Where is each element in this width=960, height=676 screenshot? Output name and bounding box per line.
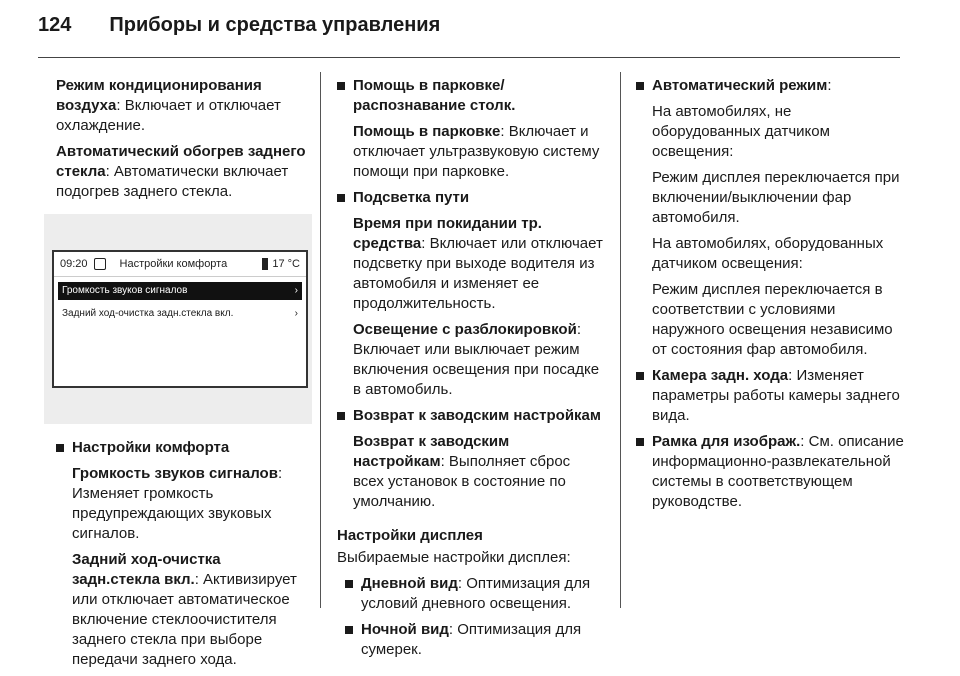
display-settings-title: Настройки дисплея — [337, 527, 483, 544]
header-divider — [38, 57, 900, 58]
image-frame-desc: : См. описание информационно-развлекательной системы в соответствующем руководстве. — [652, 433, 904, 510]
rear-camera-item — [636, 366, 904, 426]
image-frame-item — [636, 432, 904, 512]
back-icon — [94, 258, 106, 270]
column-divider-1 — [320, 72, 321, 608]
parking-term: Помощь в парковке — [353, 123, 501, 140]
auto-mode-term: Автоматический режим — [652, 77, 828, 94]
auto-mode-colon: : — [827, 77, 832, 94]
auto-mode-item — [636, 76, 904, 96]
display-menu-label: Задний ход-очистка задн.стекла вкл. — [62, 308, 234, 319]
day-view-desc: : Оптимизация для условий дневного освещения. — [361, 575, 591, 612]
volume-entry — [56, 464, 306, 544]
factory-reset-heading: Возврат к заводским настройкам — [353, 407, 601, 424]
day-view-item — [345, 574, 605, 614]
rear-heat-desc: : Автоматически включает подогрев заднего стекла. — [56, 163, 289, 200]
night-view-item — [345, 620, 605, 660]
factory-reset-desc: : Выполняет сброс всех установок в состояние по умолчанию. — [353, 453, 571, 510]
rear-camera-desc: : Изменяет параметры работы камеры заднего вида. — [652, 367, 900, 424]
page-title: Приборы и средства управления — [109, 14, 441, 36]
auto-mode-p3: На автомобилях, оборудованных датчиком освещения: — [652, 235, 884, 272]
column-1 — [56, 76, 306, 676]
page-header — [38, 14, 900, 48]
auto-mode-p4: Режим дисплея переключается в соответствии с условиями наружного освещения независимо от состояния фар автомобиля. — [652, 281, 893, 358]
image-frame-term: Рамка для изображ. — [652, 433, 801, 450]
display-settings-intro: Выбираемые настройки дисплея: — [337, 549, 571, 566]
display-status-bar — [54, 252, 306, 277]
display-menu-label: Громкость звуков сигналов — [62, 285, 188, 296]
parking-desc: : Включает и отключает ультразвуковую систему помощи при парковке. — [353, 123, 600, 180]
parking-item — [337, 76, 605, 116]
night-view-desc: : Оптимизация для сумерек. — [361, 621, 582, 658]
comfort-settings-heading: Настройки комфорта — [72, 439, 230, 456]
factory-reset-item — [337, 406, 605, 426]
night-view-term: Ночной вид — [361, 621, 449, 638]
thermometer-icon — [262, 258, 268, 270]
display-menu-item-wiper — [58, 305, 302, 323]
path-light-item — [337, 188, 605, 208]
parking-heading: Помощь в парковке/ распознавание столк. — [353, 77, 516, 114]
auto-mode-p1: На автомобилях, не оборудованных датчиком освещения: — [652, 103, 830, 160]
wiper-entry — [56, 550, 306, 670]
unlock-light-term: Освещение с разблокировкой — [353, 321, 577, 338]
column-divider-2 — [620, 72, 621, 608]
volume-term: Громкость звуков сигналов — [72, 465, 278, 482]
rear-camera-term: Камера задн. хода — [652, 367, 789, 384]
chevron-right-icon: › — [294, 308, 298, 319]
wiper-desc: : Активизирует или отключает автоматическое включение стеклоочистителя заднего стекла при выборе передачи заднего хода. — [72, 571, 297, 668]
ac-mode-term: Режим кондиционирования воздуха — [56, 77, 262, 114]
display-title: Настройки комфорта — [119, 258, 228, 270]
unlock-light-entry — [337, 320, 605, 400]
display-time: 09:20 — [60, 258, 88, 270]
path-light-heading: Подсветка пути — [353, 189, 470, 206]
ac-mode-desc: : Включает и отключает охлаждение. — [56, 97, 281, 134]
exit-time-desc: : Включает или отключает подсветку при выходе водителя из автомобиля и изменяет ее продолжительность. — [353, 235, 603, 312]
display-menu-item-volume — [58, 282, 302, 300]
chevron-right-icon: › — [294, 285, 298, 296]
parking-entry — [337, 122, 605, 182]
unlock-light-desc: : Включает или выключает режим включения освещения при посадке в автомобиль. — [353, 321, 600, 398]
exit-time-term: Время при покидании тр. средства — [353, 215, 542, 252]
page-number: 124 — [38, 14, 72, 36]
factory-reset-term: Возврат к заводским настройкам — [353, 433, 510, 470]
rear-heat-term: Автоматический обогрев заднего стекла — [56, 143, 306, 180]
exit-time-entry — [337, 214, 605, 314]
column-3 — [636, 76, 904, 518]
volume-desc: : Изменяет громкость предупреждающих звуковых сигналов. — [72, 465, 283, 542]
auto-mode-p2: Режим дисплея переключается при включении/выключении фар автомобиля. — [652, 169, 900, 226]
ac-mode-entry — [56, 76, 306, 136]
wiper-term: Задний ход-очистка задн.стекла вкл. — [72, 551, 221, 588]
display-settings-heading — [337, 526, 605, 546]
display-frame — [52, 250, 308, 388]
display-temperature: 17 °C — [272, 258, 300, 270]
comfort-settings-item — [56, 438, 306, 458]
display-screenshot — [44, 214, 312, 424]
day-view-term: Дневной вид — [361, 575, 458, 592]
factory-reset-entry — [337, 432, 605, 512]
column-2 — [337, 76, 605, 666]
rear-heat-entry — [56, 142, 306, 202]
